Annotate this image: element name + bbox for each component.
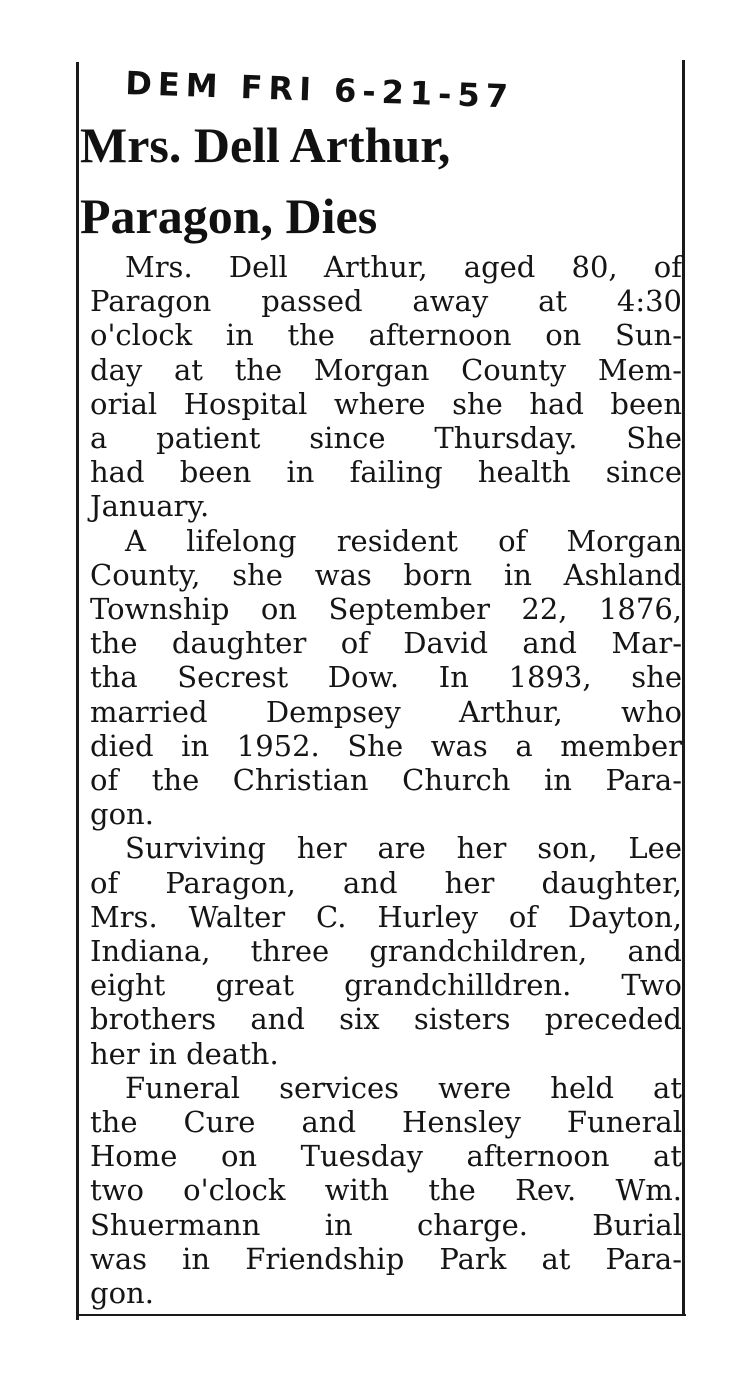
headline — [80, 110, 680, 252]
text-line: day at the Morgan County Mem- — [90, 352, 682, 387]
text-line: the daughter of David and Mar- — [90, 626, 682, 661]
text-line: brothers and six sisters preceded — [90, 1002, 682, 1037]
text-line: Surviving her are her son, Lee — [125, 831, 682, 866]
text-line: Paragon passed away at 4:30 — [90, 284, 682, 319]
paragraph — [90, 250, 682, 524]
text-line: two o'clock with the Rev. Wm. — [90, 1173, 682, 1208]
text-line: orial Hospital where she had been — [90, 386, 682, 421]
text-line: gon. — [90, 797, 154, 832]
text-line: her in death. — [90, 1036, 279, 1071]
text-line: the Cure and Hensley Funeral — [90, 1105, 682, 1140]
text-line: A lifelong resident of Morgan — [125, 523, 682, 558]
text-line: married Dempsey Arthur, who — [90, 694, 682, 729]
newspaper-clipping — [70, 52, 692, 1320]
handwritten-date-annotation: DEM FRI 6-21-57 — [124, 64, 515, 116]
text-line: a patient since Thursday. She — [90, 421, 682, 456]
text-line: of the Christian Church in Para- — [90, 763, 682, 798]
text-line: Funeral services were held at — [125, 1070, 682, 1105]
text-line: had been in failing health since — [90, 455, 682, 490]
text-line: o'clock in the afternoon on Sun- — [90, 318, 682, 353]
text-line: eight great grandchilldren. Two — [90, 968, 682, 1003]
paragraph — [90, 1071, 682, 1310]
text-line: Indiana, three grandchildren, and — [90, 934, 682, 969]
text-line: of Paragon, and her daughter, — [90, 865, 682, 900]
text-line: Mrs. Dell Arthur, aged 80, of — [125, 250, 682, 284]
text-line: January. — [90, 489, 210, 524]
column-rule-bottom — [76, 1314, 686, 1316]
column-rule-left — [76, 62, 79, 1320]
text-line: County, she was born in Ashland — [90, 557, 682, 592]
text-line: was in Friendship Park at Para- — [90, 1241, 682, 1276]
paragraph — [90, 831, 682, 1070]
text-line: gon. — [90, 1276, 154, 1311]
headline-line: Mrs. Dell Arthur, — [80, 117, 451, 173]
text-line: Shuermann in charge. Burial — [90, 1207, 682, 1242]
headline-line: Paragon, Dies — [80, 188, 378, 244]
article-body — [90, 250, 682, 1310]
text-line: tha Secrest Dow. In 1893, she — [90, 660, 682, 695]
text-line: Township on September 22, 1876, — [90, 592, 682, 627]
text-line: died in 1952. She was a member — [90, 728, 682, 763]
paragraph — [90, 524, 682, 832]
text-line: Mrs. Walter C. Hurley of Dayton, — [90, 899, 682, 934]
text-line: Home on Tuesday afternoon at — [90, 1139, 682, 1174]
column-rule-right — [682, 60, 685, 1315]
